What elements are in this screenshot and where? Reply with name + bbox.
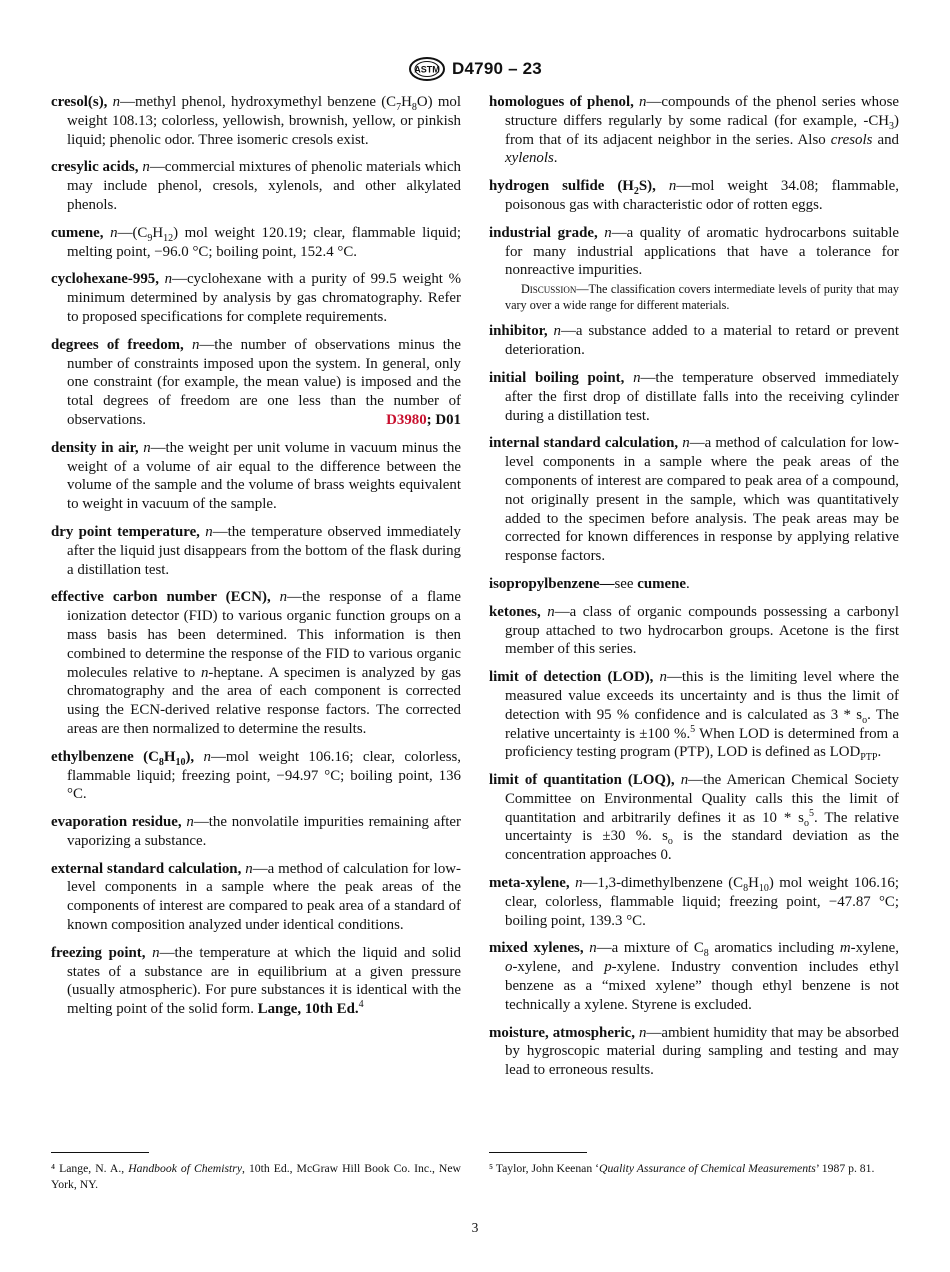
footnote-5: ⁵ Taylor, John Keenan ‘Quality Assurance of Chemical Measurements’ 1987 p. 81.: [489, 1162, 875, 1175]
entry-term: limit of detection (LOD),: [489, 669, 654, 686]
footnote-rule-right: [489, 1152, 587, 1153]
entry-term: density in air,: [51, 439, 139, 456]
glossary-entry: limit of detection (LOD), n—this is the limiting level where the measured value exceeds its uncertainty and is thus the limit of detection with 95 % confidence and is calculated as $3 * s_o$. The relative uncertainty is ±100 %.$^5$ When LOD is determined from a proficiency testing program (PTP), LOD is defined as $LOD_{PTP}$.: [489, 669, 900, 764]
glossary-entry: moisture, atmospheric, n—ambient humidity that may be absorbed by hygroscopic material during sampling and testing and may lead to erroneous results.: [489, 1024, 899, 1079]
svg-text:ASTM: ASTM: [414, 64, 440, 75]
entry-term: meta-xylene,: [489, 875, 570, 892]
page-header: [0, 56, 950, 82]
glossary-entry: limit of quantitation (LOQ), n—the American Chemical Society Committee on Environmental Quality calls this the limit of quantitation and arbitrarily defines it as $10 * s_o^5$. The relative uncertainty is ±30 %. $s_o$ is the standard deviation as the concentration approaches 0.: [489, 772, 899, 864]
glossary-entry: internal standard calculation, n—a method of calculation for low-level components in a sample where the peak areas of the components of interest are compared to peak area of a compound, not originally present in the sample, which was quantitatively added to the specimen before analysis. The peak areas may be corrected for known differences in response by applying relative response factors.: [489, 435, 899, 565]
glossary-entry: external standard calculation, n—a method of calculation for low-level components in a sample where the peak areas of the components of interest are compared to peak area of a standard of known composition analyzed under identical conditions.: [51, 860, 461, 934]
entry-term: homologues of phenol,: [489, 94, 634, 110]
entry-term: effective carbon number (ECN),: [51, 589, 271, 606]
entry-term: internal standard calculation,: [489, 435, 679, 452]
discussion-note: Discussion—The classification covers intermediate levels of purity that may vary over a wide range for different materials.: [505, 282, 899, 312]
glossary-entry: ethylbenzene $(C_8H_{10})$, n—mol weight 106.16; clear, colorless, flammable liquid; freezing point, −94.97 °C; boiling point, 136 °C.: [51, 748, 462, 803]
entry-term: freezing point,: [51, 944, 146, 961]
entry-term: hydrogen sulfide $(H_2S)$,: [489, 178, 656, 198]
page-number: 3: [471, 1220, 479, 1235]
standard-link[interactable]: D3980: [386, 411, 427, 428]
glossary-entry: effective carbon number (ECN), n—the response of a flame ionization detector (FID) to various organic function groups on a mass basis has been determined. This information is then combined to determine the response of the FID to various organic molecules relative to n-heptane. A specimen is analyzed by gas chromatography and the area of each component is corrected using the ECN-derived relative response factors. The corrected areas are then normalized to determine the results.: [51, 589, 462, 737]
entry-term: evaporation residue,: [51, 814, 182, 831]
entry-term: limit of quantitation (LOQ),: [489, 772, 675, 789]
entry-term: dry point temperature,: [51, 523, 200, 540]
glossary-entry: meta-xylene, n—1,3-dimethylbenzene $(C_8H_{10})$ mol weight 106.16; clear, colorless, flammable liquid; freezing point, −47.87 °C; boiling point, 139.3 °C.: [489, 875, 899, 929]
glossary-entry: isopropylbenzene—see cumene.: [489, 575, 690, 592]
entry-term: mixed xylenes,: [489, 940, 584, 957]
glossary-entry: hydrogen sulfide $(H_2S)$, n—mol weight 34.08; flammable, poisonous gas with characteristic odor of rotten eggs.: [489, 178, 899, 213]
glossary-entry: cumene, $n—(C_9H_{12})$ mol weight 120.19; clear, flammable liquid; melting point, −96.0 °C; boiling point, 152.4 °C.: [51, 224, 461, 260]
entry-term: ketones,: [489, 603, 541, 620]
entry-term: moisture, atmospheric,: [489, 1024, 636, 1041]
footnote-4: ⁴ Lange, N. A., Handbook of Chemistry, 10th Ed., McGraw Hill Book Co. Inc., New York, NY.: [51, 1162, 461, 1191]
glossary-entry: freezing point, n—the temperature at which the liquid and solid states of a substance are in equilibrium at a given pressure (usually atmospheric). For pure substances it is identical with the melting point of the solid form. Lange, 10th Ed.$^4$: [51, 944, 461, 1018]
glossary-entry: homologues of phenol, n—compounds of the phenol series whose structure differs regularly by some radical (for example, $-CH_3$) from that of its adjacent neighbor in the series. Also cresols and xylenols.: [489, 94, 899, 167]
glossary-entry: inhibitor, n—a substance added to a material to retard or prevent deterioration.: [489, 323, 899, 359]
glossary-entry: initial boiling point, n—the temperature observed immediately after the first drop of distillate falls into the receiving cylinder during a distillation test.: [489, 369, 899, 424]
glossary-entry: industrial grade, n—a quality of aromatic hydrocarbons suitable for many industrial applications that have a tolerance for nonreactive impurities.: [489, 224, 899, 279]
glossary-entry: evaporation residue, n—the nonvolatile impurities remaining after vaporizing a substance.: [51, 814, 461, 849]
footnote-rule-left: [51, 1152, 149, 1153]
entry-term: inhibitor,: [489, 323, 548, 340]
astm-logo: [408, 57, 446, 81]
right-column: [489, 93, 899, 1089]
entry-term: cresol(s),: [51, 94, 108, 110]
entry-term: ethylbenzene $(C_8H_{10})$,: [51, 748, 195, 768]
entry-term: cresylic acids,: [51, 159, 139, 176]
glossary-entry: density in air, n—the weight per unit volume in vacuum minus the weight of a volume of air equal to the difference between the volume of the sample and the volume of brass weights equivalent to weight in vacuum of the sample.: [51, 439, 461, 513]
entry-term: degrees of freedom,: [51, 336, 184, 353]
glossary-entry: cyclohexane-995, n—cyclohexane with a purity of 99.5 weight % minimum determined by analysis by gas chromatography. Refer to proposed specifications for complete requirements.: [51, 271, 461, 325]
entry-term: cyclohexane-995,: [51, 271, 159, 288]
glossary-entry: cresol(s), n—methyl phenol, hydroxymethyl benzene $(C_7H_8O)$ mol weight 108.13; colorless, yellowish, brownish, yellow, or pinkish liquid; phenolic odor. Three isomeric cresols exist.: [51, 94, 461, 148]
entry-term: cumene,: [51, 224, 104, 241]
left-column: [51, 93, 461, 1028]
entry-term: isopropylbenzene—: [489, 575, 615, 592]
glossary-entry: degrees of freedom, n—the number of observations minus the number of constraints imposed upon the system. In general, only one constraint (for example, the mean value) is imposed and the total degrees of freedom are one less than the number of observations. D3980; D01: [51, 336, 461, 428]
glossary-entry: dry point temperature, n—the temperature observed immediately after the liquid just disappears from the bottom of the flask during a distillation test.: [51, 523, 461, 578]
entry-term: industrial grade,: [489, 224, 598, 241]
entry-term: external standard calculation,: [51, 860, 242, 877]
standard-designation: D4790 – 23: [452, 59, 542, 78]
entry-term: initial boiling point,: [489, 369, 625, 386]
glossary-entry: cresylic acids, n—commercial mixtures of phenolic materials which may include phenol, cresols, xylenols, and other alkylated phenols.: [51, 159, 461, 213]
glossary-entry: ketones, n—a class of organic compounds possessing a carbonyl group attached to two hydrocarbon groups. Acetone is the first member of this series.: [489, 603, 899, 658]
glossary-entry: mixed xylenes, n—a mixture of $C_8$ aromatics including m-xylene, o-xylene, and p-xylene. Industry convention includes ethyl benzene as a “mixed xylene” though ethyl benzene is not technically a xylene. Styrene is excluded.: [489, 940, 899, 1013]
entry-reference: D3980; D01: [386, 411, 461, 428]
